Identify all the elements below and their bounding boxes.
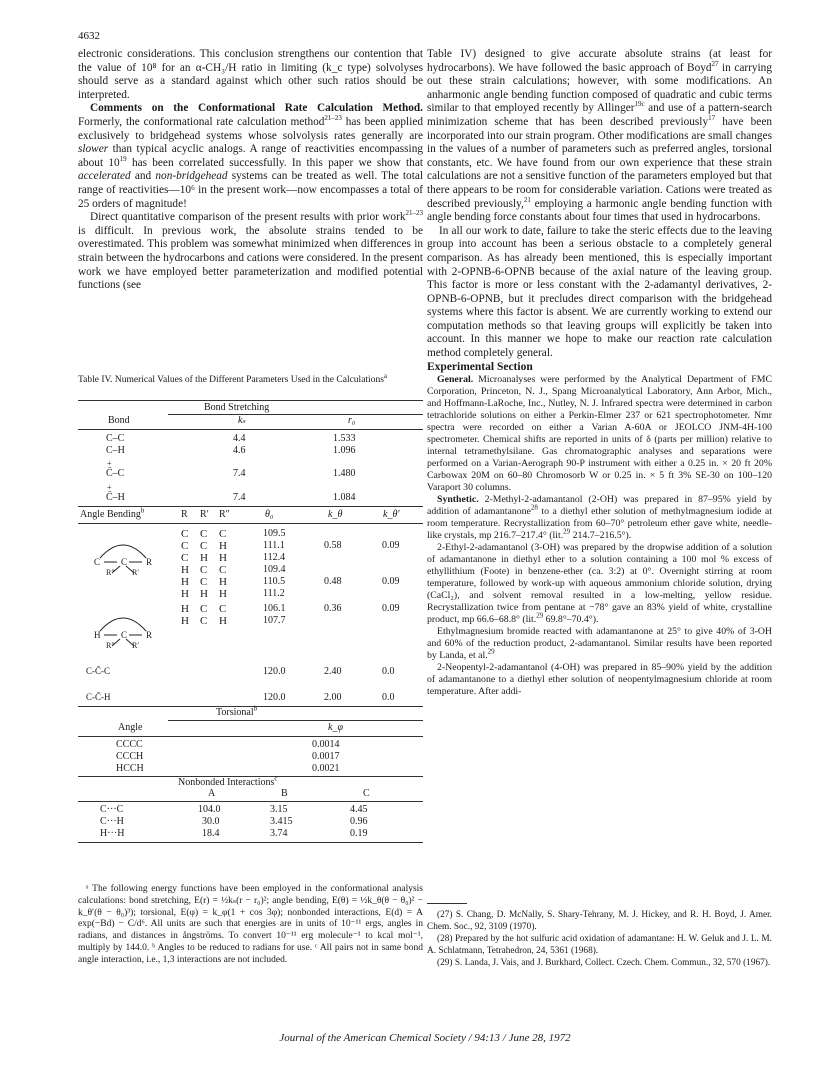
atom-label: C: [94, 557, 101, 567]
table-cell: 0.0014: [312, 739, 340, 750]
column-header: R: [181, 509, 188, 520]
reference: (27) S. Chang, D. McNally, S. Shary-Tehrany, M. J. Hickey, and R. H. Boyd, J. Amer. Chem. Soc., 92, 3109 (1970).: [427, 910, 772, 932]
paragraph: electronic considerations. This conclusion strengthens our contention that the value of 10⁸ for an α-CH₃/H ratio in limiting (k_c type) solvolyses should serve as a standard against which other such ratios should be interpreted.: [78, 48, 423, 101]
table-cell: 4.6: [233, 445, 246, 456]
paragraph: Direct quantitative comparison of the present results with prior work$^{21-23}$ is difficult. In previous work, the absolute strains tended to be overestimated. This problem was somewhat minimized when differences in strain between the hydrocarbons and cations were considered. In the present work we have employed better parameterization and modified potential functions (see: [78, 209, 423, 292]
paragraph: General. Microanalyses were performed by the Analytical Department of FMC Corporation, Princeton, N. J., Spang Microanalytical Laboratory, Ann Arbor, Mich., and Hoffmann-LaRoche, Inc., Nutley, N. J. Infrared spectra were determined in carbon tetrachloride solutions on either a Perkin-Elmer 237 or 621 spectrophotometer. Nmr spectra were recorded on either a Varian A-60A or JEOLCO JNM-4H-100 spectrometer. Chemical shifts are reported in units of δ (parts per million) relative to internal tetramethylsilane. Gas chromatographic analyses and separations were performed on a Varian-Aerograph 90-P instrument with either a 0.25 in. × 20 ft 20% Carbowax 20M on 60–80 Chromosorb W or 0.25 in. × 5 ft 3% SE-30 on 100–120 Varaport 30 columns.: [427, 374, 772, 494]
table-cell: 0.0: [382, 692, 395, 703]
atom-label: R″: [106, 641, 115, 650]
table-rule: [78, 506, 423, 507]
table-cell: H: [181, 615, 189, 627]
table-cell: 1.096: [333, 445, 356, 456]
paragraph: 2-Ethyl-2-adamantanol (3-OH) was prepared by the dropwise addition of a solution of adamantanone in diethyl ether to a solution containing a 100 mol % excess of ethyllithium (Foote) in benzene-ether (ca. 3:2) at 0°. Overnight stirring at room temperature, followed by work-up with aqueous ammonium chloride solution, drying (CaCl₂), and solvent removal resulted in a low-melting, yellow residue. Recrystallization twice from pentane at −78° gave an 83% yield of white, crystalline product, mp 66.6–68.8° (lit.$^{29}$ 69.8°–70.4°).: [427, 542, 772, 626]
table-cell: C–H: [106, 445, 125, 456]
table-cell: CCCC: [116, 739, 143, 750]
table-cell: 120.0: [263, 692, 286, 703]
table-cell: 4.4: [233, 433, 246, 444]
angle-structure-diagram: [88, 601, 158, 651]
cation-angle-label: C-C̄-H: [86, 692, 111, 702]
table-cell: H···H: [100, 828, 125, 839]
table-cell: 109.5: [263, 528, 286, 539]
table-cell: C: [200, 528, 208, 540]
table-footnotes: [78, 884, 423, 967]
column-header: k_φ: [328, 722, 343, 733]
paragraph: Ethylmagnesium bromide reacted with adamantanone at 25° to give 40% of 3-OH and 60% of the reduction product, 2-adamantanol. Similar results have been reported by Landa, et al.$^{29}$: [427, 626, 772, 662]
table-cell: 0.09: [382, 603, 400, 614]
table-cell: 0.0017: [312, 751, 340, 762]
atom-label: R: [146, 630, 153, 640]
column-header: A: [208, 788, 216, 799]
table-cell: C: [200, 564, 208, 576]
table-cell: 106.1: [263, 603, 286, 614]
table-rule: [78, 523, 423, 524]
table-cell: H: [181, 588, 189, 600]
table-rule: [78, 429, 423, 430]
section-header: Bond Stretching: [204, 402, 270, 413]
table-rule: [78, 736, 423, 737]
table-cell: C: [219, 564, 227, 576]
table-cell: 18.4: [202, 828, 220, 839]
column-header: B: [281, 788, 288, 799]
footnote-rule: [427, 903, 467, 904]
plus-sign: +: [107, 483, 112, 492]
table-cell: H: [181, 603, 189, 615]
table-cell: 0.0021: [312, 763, 340, 774]
section-title: Experimental Section: [427, 360, 533, 373]
reference: (29) S. Landa, J. Vais, and J. Burkhard, Collect. Czech. Chem. Commun., 32, 570 (1967).: [437, 958, 771, 968]
table-cell: H: [219, 615, 227, 627]
table-cell: C···C: [100, 804, 124, 815]
table-cell: C: [200, 615, 208, 627]
table-cell: H: [219, 540, 227, 552]
table-cell: 30.0: [202, 816, 220, 827]
table-cell: 104.0: [198, 804, 221, 815]
column-header: C: [363, 788, 370, 799]
right-column: [427, 48, 772, 698]
table-cell: C: [219, 603, 227, 615]
column-header: R″: [219, 509, 230, 520]
table-cell: 111.2: [263, 588, 285, 599]
table-cell: 1.480: [333, 468, 356, 479]
paragraph: Synthetic. 2-Methyl-2-adamantanol (2-OH) was prepared in 87–95% yield by addition of adamantanone$^{28}$ to a diethyl ether solution of methylmagnesium iodide at room temperature. Recrystallization from 60–70° petroleum ether gave white, needle-like crystals, mp 216.7–217.4° (lit.$^{29}$ 214.7–216.5°).: [427, 494, 772, 542]
footnote: ᵃ The following energy functions have been employed in the conformational analysis calculations: bond stretching, E(r) = ½kₛ(r − r₀)²; angle bending, E(θ) = ½k_θ(θ − θ₀)² − k_θ′(θ − θ₀)³); torsional, E(φ) = k_φ(1 + cos 3φ); nonbonded interactions, E(d) = A exp(−Bd) − C/d⁶. All units are such that energies are in units of 10⁻¹¹ ergs, angles in radians, and distances in ångströms. To convert 10⁻¹¹ erg molecule⁻¹ to kcal mol⁻¹, multiply by 144.0. ᵇ Angles to be reduced to radians for use. ᶜ All pairs not in same bond angle interaction, i.e., 1,3 interactions are not included.: [78, 884, 424, 965]
cation-angle-label: C-C̄-C: [86, 666, 111, 676]
table-cell: 2.00: [324, 692, 342, 703]
column-header: kₛ: [238, 415, 246, 426]
table-cell: H: [200, 588, 208, 600]
column-header: k_θ: [328, 509, 343, 520]
left-column: [78, 48, 423, 293]
column-header: k_θ′: [383, 509, 400, 520]
table-cell: H: [181, 564, 189, 576]
table-caption: Table IV. Numerical Values of the Different Parameters Used in the Calculations$^a$: [78, 371, 387, 385]
atom-label: C: [121, 630, 128, 640]
table-cell: 7.4: [233, 468, 246, 479]
table-cell: H: [200, 552, 208, 564]
atom-label: R: [146, 557, 153, 567]
table-cell: H: [219, 588, 227, 600]
table-cell: 110.5: [263, 576, 286, 587]
angle-structure-diagram: [88, 528, 158, 578]
table-rule: [78, 801, 423, 802]
page-number: 4632: [78, 30, 100, 42]
journal-footer: Journal of the American Chemical Society / 94:13 / June 28, 1972: [279, 1032, 571, 1044]
table-cell: 112.4: [263, 552, 286, 563]
table-cell: H: [181, 576, 189, 588]
table-cell: 3.415: [270, 816, 293, 827]
paragraph: Comments on the Conformational Rate Calculation Method. Formerly, the conformational rate calculation method$^{21-23}$ has been applied exclusively to bridgehead systems whose solvolysis rates generally are slower than typical acyclic analogs. A range of reactivities encompassing about $10^{19}$ has been correlated successfully. In this paper we show that accelerated and non-bridgehead systems can be treated as well. The total range of reactivities—10⁶ in the present work—now encompasses a total of 25 orders of magnitude!: [78, 102, 423, 210]
table-cell: 120.0: [263, 666, 286, 677]
table-cell: H: [219, 552, 227, 564]
table-cell: 0.09: [382, 576, 400, 587]
paragraph: 2-Neopentyl-2-adamantanol (4-OH) was prepared in 85–90% yield by the addition of adamantanone to a diethyl ether solution of neopentylmagnesium chloride at room temperature. After addi-: [427, 662, 772, 698]
table-cell: CCCH: [116, 751, 144, 762]
table-cell: 111.1: [263, 540, 285, 551]
table-cell: 0.09: [382, 540, 400, 551]
experimental-section: [427, 374, 772, 698]
table-cell: C···H: [100, 816, 124, 827]
table-cell: 7.4: [233, 492, 246, 503]
paragraph-title: Comments on the Conformational Rate Calculation Method.: [90, 102, 423, 115]
table-cell: C̄–C: [106, 468, 125, 479]
atom-label: R″: [106, 568, 115, 577]
column-header: r₀: [348, 415, 356, 426]
table-cell: HCCH: [116, 763, 144, 774]
table-cell: C: [181, 540, 189, 552]
references: [427, 903, 772, 971]
table-cell: 0.0: [382, 666, 395, 677]
table-cell: C: [200, 540, 208, 552]
table-cell: 3.15: [270, 804, 288, 815]
reference: (28) Prepared by the hot sulfuric acid oxidation of adamantane: H. W. Geluk and J. L. M. A. Schlatmann, Tetrahedron, 24, 5361 (1968).: [427, 934, 772, 956]
atom-label: R′: [132, 641, 140, 650]
paragraph: In all our work to date, failure to take the steric effects due to the leaving group into account has been a serious obstacle to a completely general comparison. As has already been mentioned, this is especially important with 2-OPNB-6-OPNB because of the axial nature of the leaving group. This factor is more or less constant with the 2-adamantyl derivatives, 2-OPNB-6-OPNB, but it precludes direct comparison with the bridgehead systems where this factor is absent. We are currently working to extend our computation methods so that leaving groups will explicitly be taken into account. In this manner we hope to make our reaction rate calculation method completely general.: [427, 224, 772, 360]
plus-sign: +: [107, 459, 112, 468]
column-header: θ₀: [265, 509, 274, 520]
table-cell: C–C: [106, 433, 125, 444]
table-cell: 4.45: [350, 804, 368, 815]
table-cell: 1.533: [333, 433, 356, 444]
table-cell: H: [219, 576, 227, 588]
table-cell: 0.19: [350, 828, 368, 839]
table-cell: 2.40: [324, 666, 342, 677]
table-cell: C: [181, 552, 189, 564]
atom-label: R′: [132, 568, 140, 577]
table-cell: C̄–H: [106, 492, 125, 503]
section-header: Nonbonded Interactions$^c$: [178, 774, 278, 788]
table-cell: C: [219, 528, 227, 540]
column-header: R′: [200, 509, 209, 520]
atom-label: C: [121, 557, 128, 567]
table-cell: 1.084: [333, 492, 356, 503]
paragraph: Table IV) designed to give accurate absolute strains (at least for hydrocarbons). We have followed the basic approach of Boyd$^{27}$ in carrying out these strain calculations; however, with some modifications. An anharmonic angle bending function composed of quadratic and cubic terms similar to that employed recently by Allinger$^{19c}$ and use of a pattern-search minimization scheme that has been described previously$^{17}$ have been incorporated into our strain program. Other modifications are small changes in the values of a number of parameters such as preferred angles, torsional constants, etc. We have found from our own experience that these strain calculations are not a sensitive function of the parameters employed but that there appears to be room for considerable variation. Cations were treated as described previously,$^{21}$ employing a harmonic angle bending function with angle bending force constants about four times that used in hydrocarbons.: [427, 48, 773, 224]
atom-label: H: [94, 630, 101, 640]
table-cell: 0.36: [324, 603, 342, 614]
table-rule: [168, 414, 423, 415]
table-cell: C: [200, 576, 208, 588]
section-header: Angle Bending$^b$: [80, 506, 145, 520]
table-rule: [78, 842, 423, 843]
section-header: Torsional$^b$: [216, 704, 258, 718]
table-cell: 107.7: [263, 615, 286, 626]
table-cell: 0.48: [324, 576, 342, 587]
table-cell: 109.4: [263, 564, 286, 575]
table-cell: C: [181, 528, 189, 540]
table-cell: 0.96: [350, 816, 368, 827]
table-cell: 0.58: [324, 540, 342, 551]
column-header: Bond: [108, 415, 130, 426]
table-rule: [168, 720, 423, 721]
table-cell: C: [200, 603, 208, 615]
table-rule: [78, 400, 423, 401]
column-header: Angle: [118, 722, 143, 733]
table-cell: 3.74: [270, 828, 288, 839]
